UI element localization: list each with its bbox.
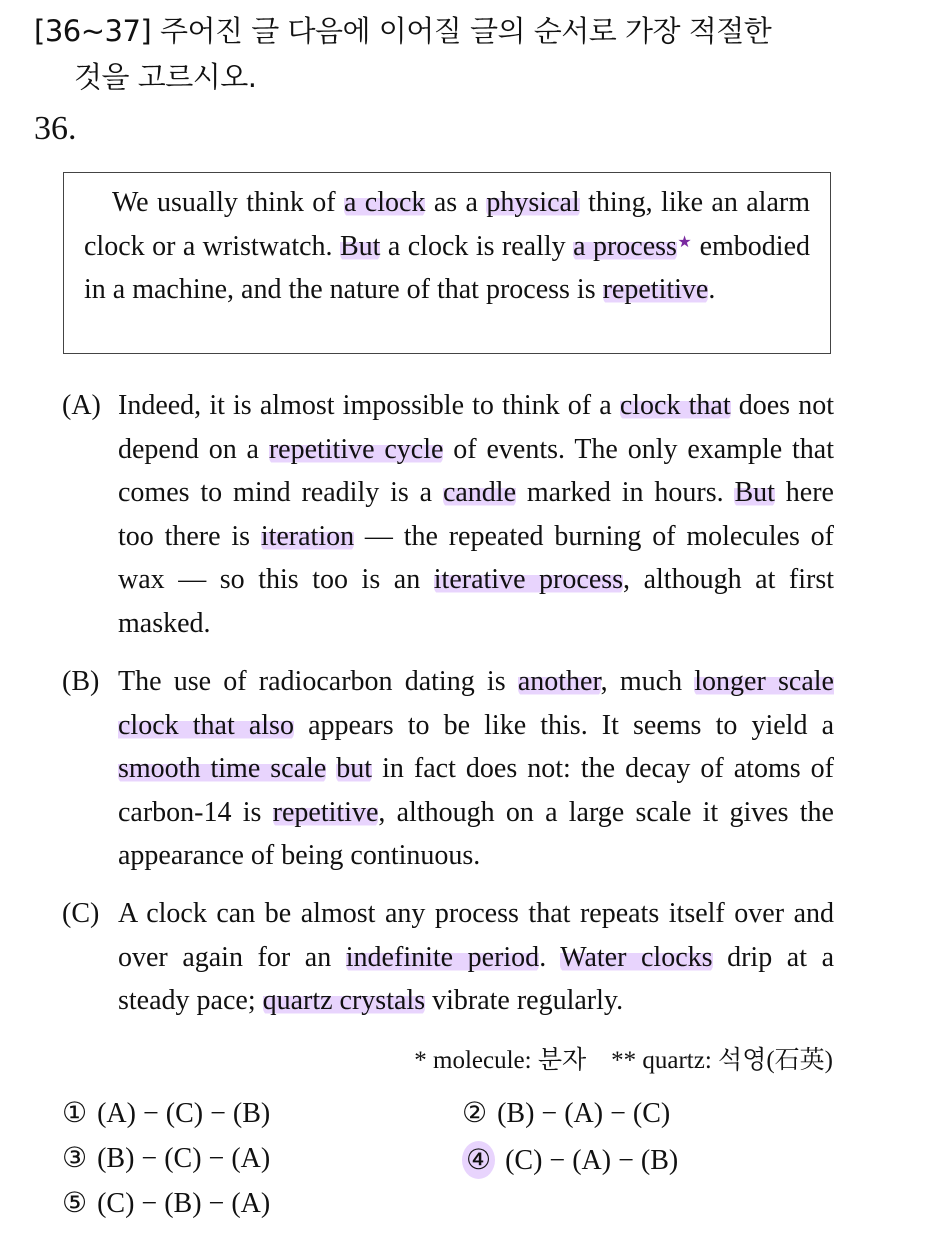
highlighted-text: another [517, 666, 601, 697]
highlighted-text: candle [442, 477, 517, 508]
text-run: drip at a steady pace; [118, 941, 834, 1016]
instruction-line-2: 것을 고르시오. [74, 60, 257, 94]
text-run: . [708, 274, 716, 305]
highlighted-text: clock that [619, 390, 731, 421]
choice-number: ④ [462, 1141, 495, 1179]
highlighted-text: a process [573, 230, 677, 262]
text-run: in fact does not: the decay of atoms of carbon-14 is [118, 753, 834, 828]
choice-number: ③ [62, 1143, 88, 1174]
choice-text: (B) − (C) − (A) [97, 1143, 271, 1174]
paragraph-text [118, 384, 834, 645]
text-run: A clock can be almost any process that repeats itself over and over again for an [118, 898, 834, 973]
paragraph-label: (A) [62, 390, 101, 421]
highlighted-text: But [734, 477, 775, 508]
highlighted-text: repetitive cycle [268, 433, 444, 465]
highlighted-text: smooth time scale [118, 753, 327, 784]
highlighted-text: indefinite period [345, 941, 540, 973]
text-run [326, 753, 336, 784]
text-run: , although at first masked. [118, 564, 835, 639]
text-run: thing, like an alarm clock or a wristwatch. [84, 187, 810, 262]
text-run: appears to be like this. It seems to yield a [293, 709, 834, 741]
text-run: of events. The only example that comes to mind readily is a [118, 433, 834, 508]
intro-passage [84, 181, 810, 312]
choice-text: (C) − (B) − (A) [97, 1188, 271, 1219]
text-run: a clock is really [380, 230, 574, 262]
text-run: , much [600, 666, 695, 697]
star-mark-icon: ★ [676, 233, 693, 251]
highlighted-text: Water clocks [560, 941, 713, 973]
choice-number: ② [462, 1098, 488, 1129]
question-number: 36. [34, 110, 77, 147]
highlighted-text: iterative process [433, 564, 624, 595]
text-run: here too there is [118, 477, 834, 552]
paragraph-a [62, 384, 834, 645]
choice-number: ① [62, 1098, 88, 1129]
choice-2[interactable] [462, 1096, 670, 1130]
highlighted-text: physical [486, 187, 580, 218]
highlighted-text: longer scale clock that also [118, 666, 834, 741]
highlighted-text: But [339, 230, 381, 262]
paragraph-label: (C) [62, 898, 100, 929]
choice-text: (B) − (A) − (C) [497, 1098, 671, 1129]
choice-number: ⑤ [62, 1188, 88, 1219]
text-run: — the repeated burning of molecules of wax — so this too is an [118, 520, 834, 595]
text-run: Indeed, it is almost impossible to think of a [118, 390, 620, 421]
text-run: does not depend on a [118, 390, 835, 465]
choice-3[interactable] [62, 1141, 270, 1175]
choice-5[interactable] [62, 1186, 270, 1220]
highlighted-text: quartz crystals [262, 985, 426, 1016]
instruction-line-1: [36~37] 주어진 글 다음에 이어질 글의 순서로 가장 적절한 [34, 14, 772, 48]
text-run: marked in hours. [516, 477, 735, 508]
text-run: vibrate regularly. [425, 985, 624, 1016]
choice-text: (A) − (C) − (B) [97, 1098, 271, 1129]
highlighted-text: but [336, 753, 373, 784]
intro-passage-box [63, 172, 831, 354]
highlighted-text: iteration [260, 520, 355, 552]
paragraph-b [62, 660, 834, 878]
text-run: embodied in a machine, and the nature of that process is [84, 230, 811, 305]
text-run: We usually think of [112, 187, 344, 218]
paragraph-c [62, 892, 834, 1023]
instruction [34, 8, 854, 100]
highlighted-text: a clock [343, 187, 426, 218]
text-run: , although on a large scale it gives the appearance of being continuous. [118, 796, 834, 871]
choice-4[interactable] [462, 1141, 678, 1179]
paragraph-label: (B) [62, 666, 100, 697]
choice-text: (C) − (A) − (B) [505, 1145, 679, 1176]
text-run: . [539, 941, 561, 973]
paragraph-text [118, 660, 834, 878]
text-run: as a [425, 187, 487, 218]
paragraph-text [118, 892, 834, 1023]
highlighted-text: repetitive [602, 274, 709, 305]
footnote: * molecule: 분자 ** quartz: 석영(石英) [414, 1047, 833, 1074]
highlighted-text: repetitive [272, 796, 379, 828]
text-run: The use of radiocarbon dating is [118, 666, 518, 697]
choice-1[interactable] [62, 1096, 270, 1130]
